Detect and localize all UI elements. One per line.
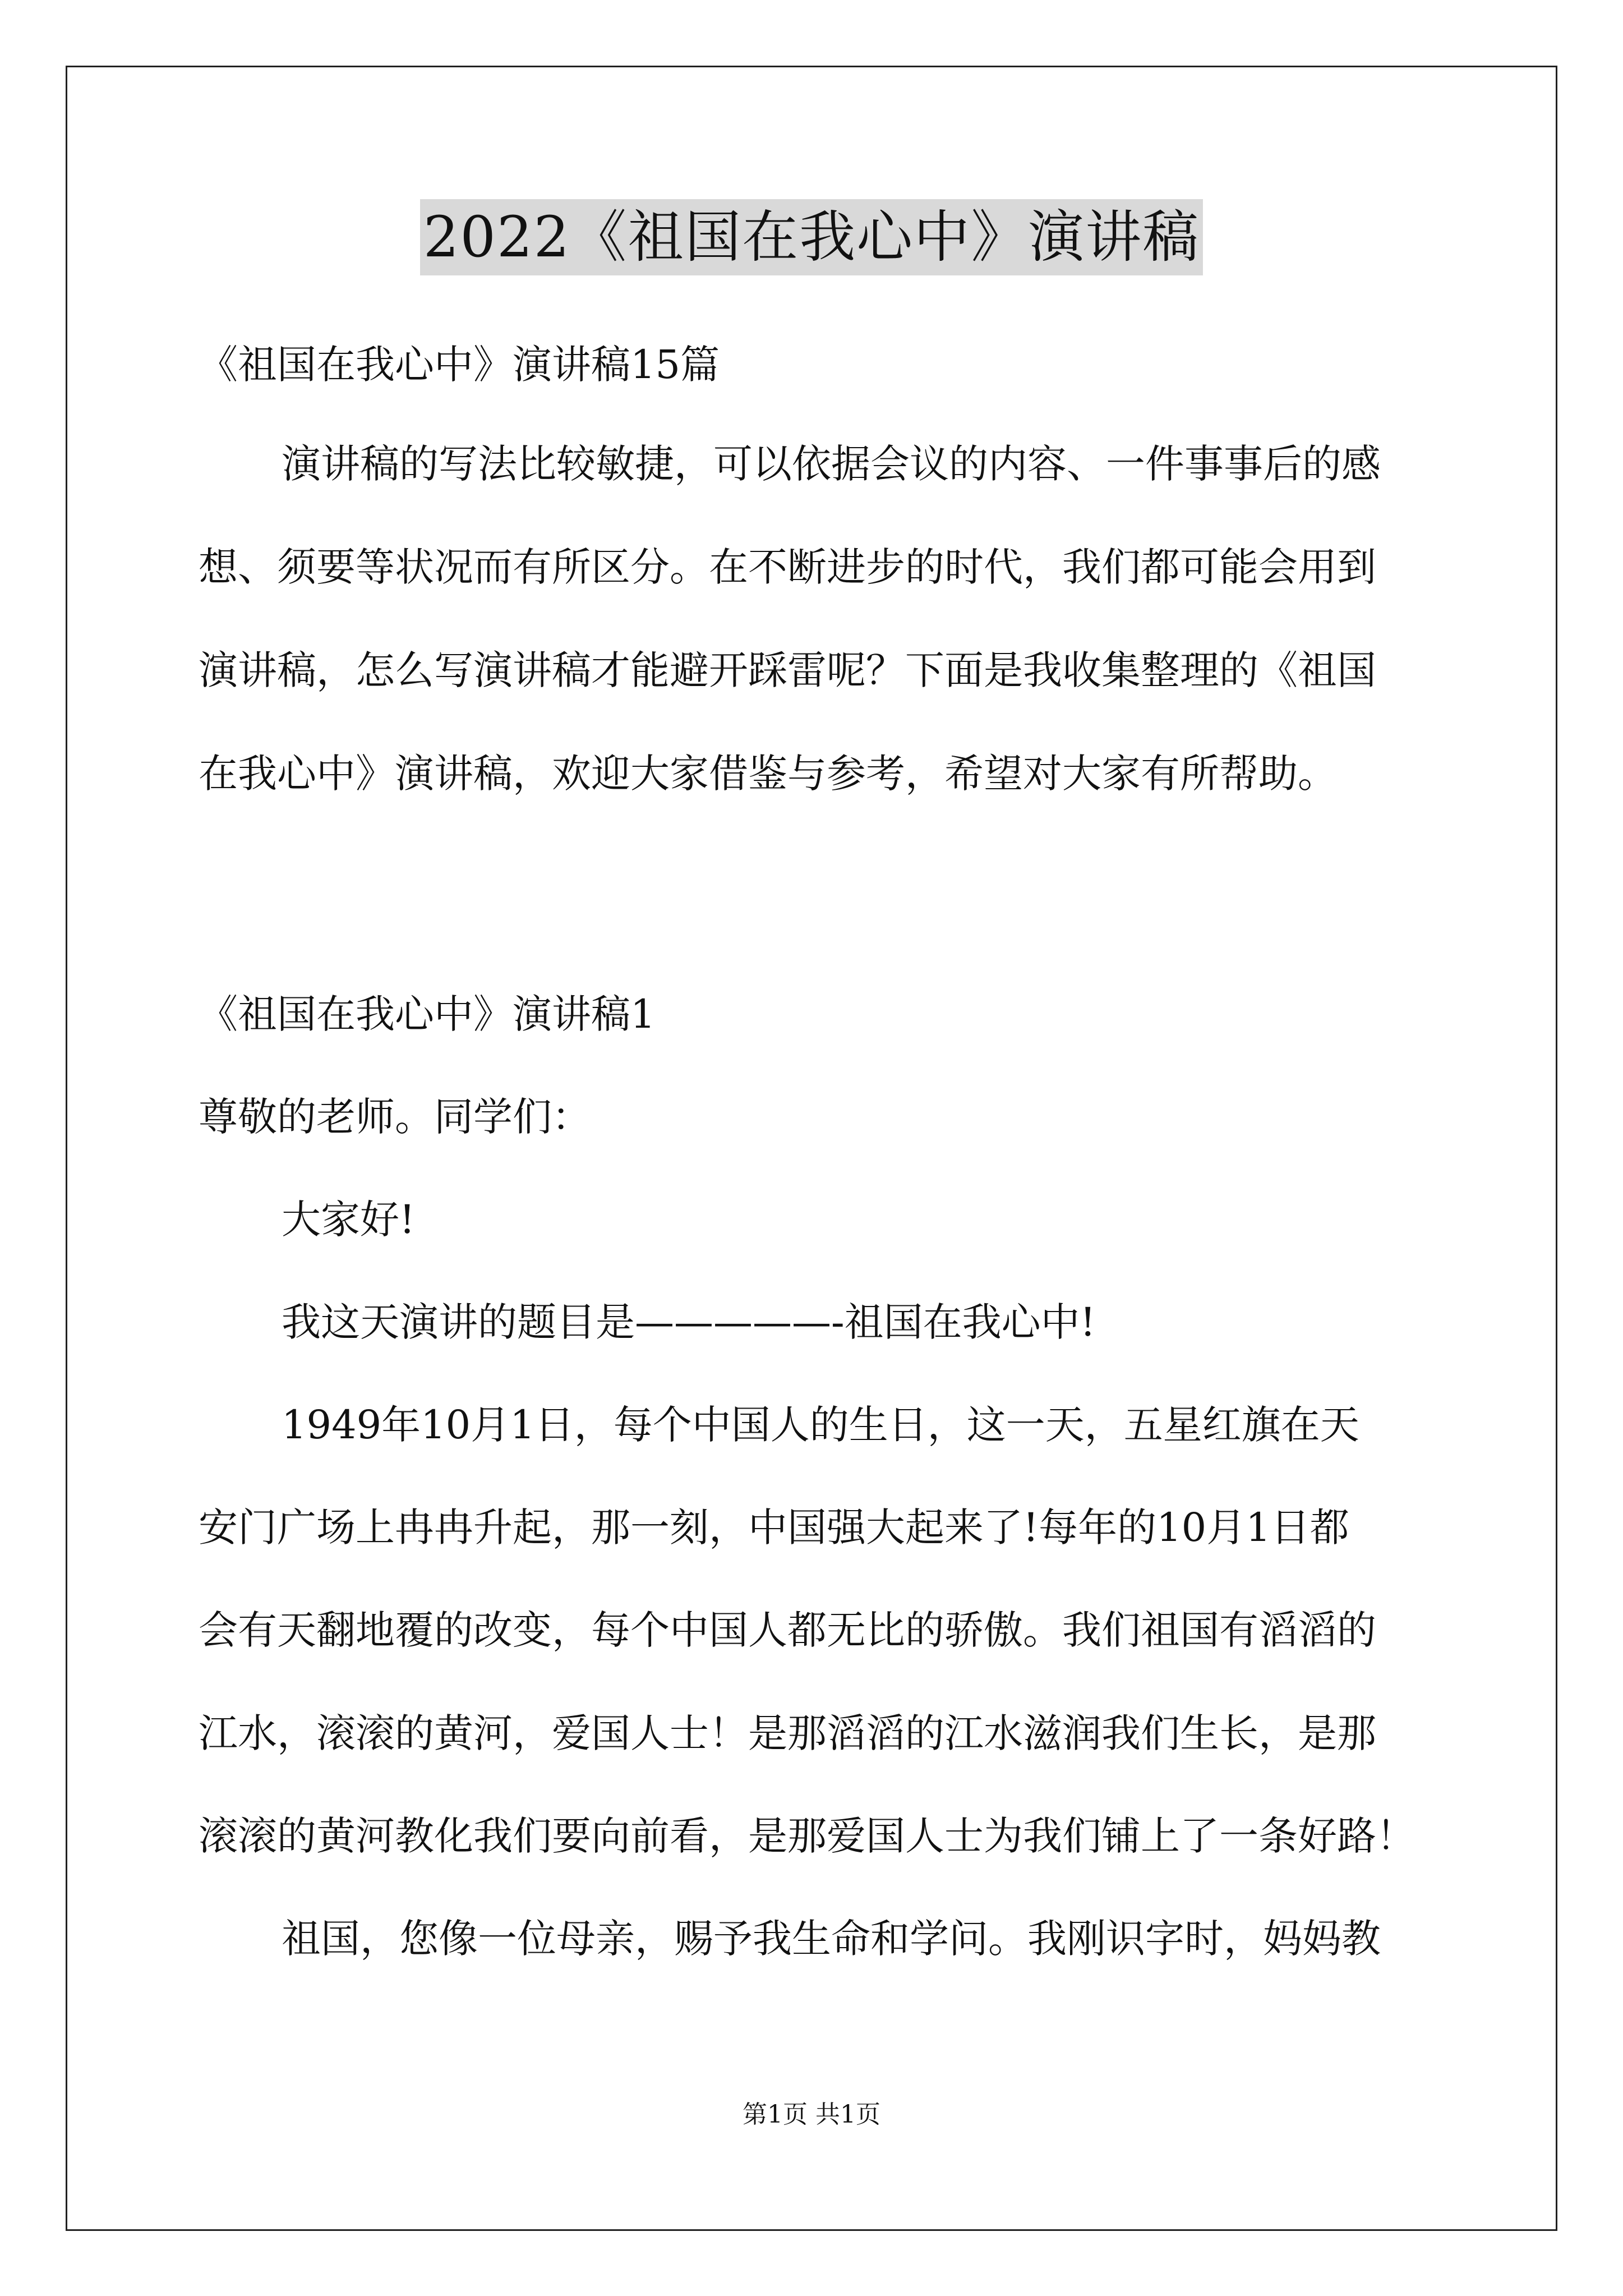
paragraph-line: 祖国，您像一位母亲，赐予我生命和学问。我刚识字时，妈妈教 bbox=[282, 1916, 1381, 1962]
title-container bbox=[0, 199, 1623, 275]
intro-line: 演讲稿的写法比较敏捷，可以依据会议的内容、一件事事后的感 bbox=[282, 441, 1381, 487]
section-heading: 《祖国在我心中》演讲稿1 bbox=[199, 991, 656, 1037]
intro-line: 想、须要等状况而有所区分。在不断进步的时代，我们都可能会用到 bbox=[199, 544, 1376, 590]
subtitle: 《祖国在我心中》演讲稿15篇 bbox=[199, 342, 720, 388]
intro-line: 演讲稿，怎么写演讲稿才能避开踩雷呢？下面是我收集整理的《祖国 bbox=[199, 647, 1376, 693]
paragraph-line: 滚滚的黄河教化我们要向前看，是那爱国人士为我们铺上了一条好路！ bbox=[199, 1813, 1415, 1859]
speech-topic: 我这天演讲的题目是—————-祖国在我心中! bbox=[282, 1299, 1096, 1345]
salutation: 尊敬的老师。同学们： bbox=[199, 1094, 591, 1140]
paragraph-line: 安门广场上冉冉升起，那一刻，中国强大起来了!每年的10月1日都 bbox=[199, 1504, 1349, 1550]
page-footer: 第1页 共1页 bbox=[743, 2100, 880, 2129]
greeting: 大家好! bbox=[282, 1197, 416, 1243]
intro-line: 在我心中》演讲稿，欢迎大家借鉴与参考，希望对大家有所帮助。 bbox=[199, 751, 1337, 797]
paragraph-line: 江水，滚滚的黄河，爱国人士！是那滔滔的江水滋润我们生长，是那 bbox=[199, 1710, 1376, 1756]
paragraph-line: 1949年10月1日，每个中国人的生日，这一天，五星红旗在天 bbox=[282, 1402, 1359, 1448]
paragraph-line: 会有天翻地覆的改变，每个中国人都无比的骄傲。我们祖国有滔滔的 bbox=[199, 1607, 1376, 1653]
document-title: 2022《祖国在我心中》演讲稿 bbox=[420, 199, 1204, 275]
